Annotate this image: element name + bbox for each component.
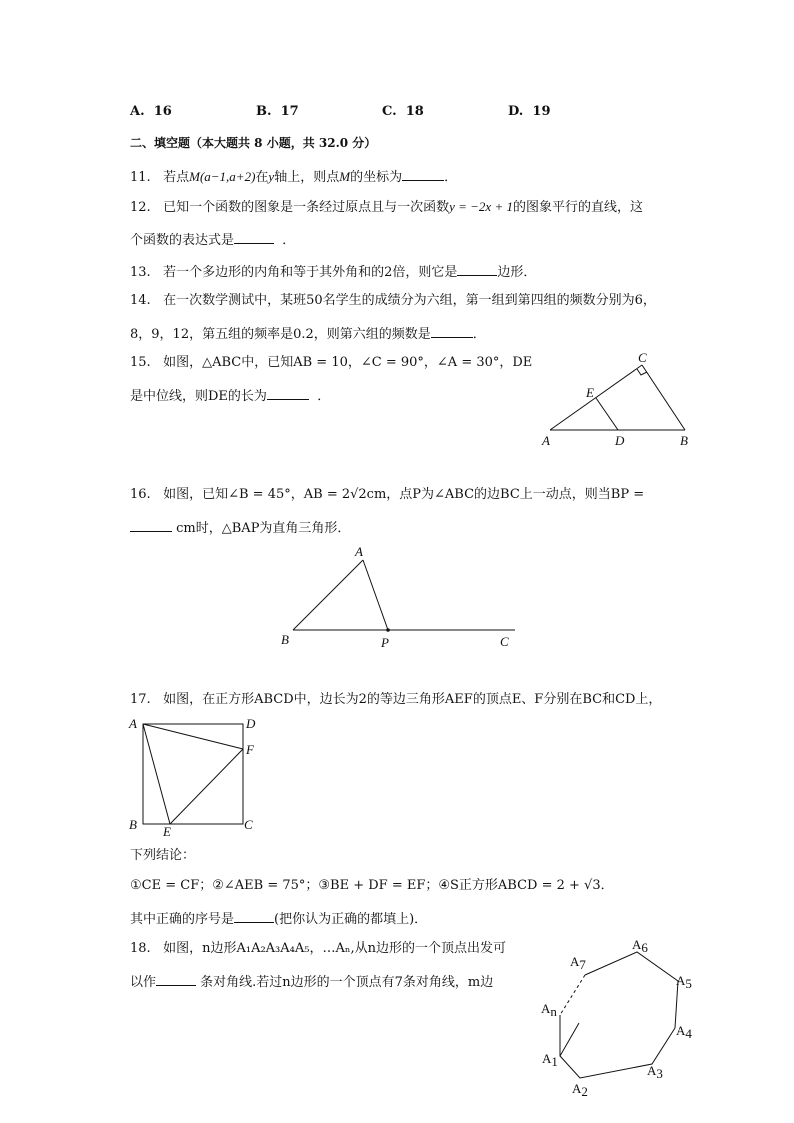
answer-blank[interactable] xyxy=(267,386,309,400)
answer-blank[interactable] xyxy=(156,972,196,986)
question-17-line1: 17. 如图，在正方形ABCD中，边长为2的等边三角形AEF的顶点E、F分别在BC和CD上， xyxy=(130,692,662,707)
figure-q15-triangle xyxy=(530,345,710,455)
label-e: E xyxy=(163,824,171,837)
label-a5: A5 xyxy=(676,973,692,991)
question-14-line1: 14. 在一次数学测试中，某班50名学生的成绩分为六组，第一组到第四组的频数分别为6， xyxy=(130,293,656,308)
question-13: 13. 若一个多边形的内角和等于其外角和的2倍，则它是 边形． xyxy=(130,262,536,281)
label-b: B xyxy=(281,632,289,647)
question-12-line2: 个函数的表达式是 ． xyxy=(130,230,295,249)
option-d: D. 19 xyxy=(508,104,551,119)
option-c: C. 18 xyxy=(382,104,424,119)
q17-conclusions-label: 下列结论： xyxy=(130,848,196,863)
label-a: A xyxy=(129,716,137,731)
label-a3: A3 xyxy=(647,1063,663,1081)
question-16-line2: cm时，△BAP为直角三角形． xyxy=(130,518,350,537)
figure-q18-polygon xyxy=(530,935,710,1100)
question-16-line1: 16. 如图，已知∠B = 45°，AB = 2√2cm，点P为∠ABC的边BC上一动点，则当BP = xyxy=(130,487,645,502)
question-11: 11. 若点M(a−1,a+2)在y轴上，则点M的坐标为 ． xyxy=(130,169,458,185)
figure-q17-square xyxy=(125,712,265,837)
question-15-line1: 15. 如图，△ABC中，已知AB = 10，∠C = 90°，∠A = 30°，DE xyxy=(130,355,533,370)
label-a1: A1 xyxy=(542,1051,558,1069)
label-a: A xyxy=(542,433,550,448)
label-b: B xyxy=(680,433,688,448)
answer-blank[interactable] xyxy=(234,909,274,923)
question-18-line1: 18. 如图，n边形A₁A₂A₃A₄A₅，…Aₙ,从n边形的一个顶点出发可 xyxy=(130,941,506,956)
label-p: P xyxy=(381,635,389,650)
answer-blank[interactable] xyxy=(402,167,444,181)
q17-conclusions: ①CE = CF；②∠AEB = 75°；③BE + DF = EF；④S正方形ABCD = 2 + √3． xyxy=(130,878,614,893)
answer-blank[interactable] xyxy=(431,324,473,338)
label-c: C xyxy=(244,817,253,832)
option-a: A. 16 xyxy=(130,104,172,119)
option-b: B. 17 xyxy=(256,104,299,119)
label-an: An xyxy=(541,1001,557,1019)
question-14-line2: 8，9，12，第五组的频率是0.2，则第六组的频数是 ． xyxy=(130,324,486,343)
label-c: C xyxy=(638,350,647,365)
answer-blank[interactable] xyxy=(234,230,274,244)
answer-blank[interactable] xyxy=(457,262,497,276)
label-a7: A7 xyxy=(570,954,586,972)
label-d: D xyxy=(615,433,625,448)
section-header: 二、填空题（本大题共 8 小题，共 32.0 分） xyxy=(130,136,377,150)
figure-q16-angle xyxy=(275,540,525,655)
label-a6: A6 xyxy=(632,937,648,955)
label-b: B xyxy=(129,817,137,832)
question-15-line2: 是中位线，则DE的长为 ． xyxy=(130,386,330,405)
label-a4: A4 xyxy=(676,1023,692,1041)
label-a: A xyxy=(355,544,363,559)
q17-answer-line: 其中正确的序号是 (把你认为正确的都填上)． xyxy=(130,909,427,928)
label-e: E xyxy=(586,385,594,400)
label-d: D xyxy=(246,716,256,731)
question-18-line2: 以作 条对角线.若过n边形的一个顶点有7条对角线，m边 xyxy=(130,972,493,991)
label-f: F xyxy=(246,742,254,757)
label-a2: A2 xyxy=(572,1081,588,1099)
answer-blank[interactable] xyxy=(130,518,172,532)
question-12-line1: 12. 已知一个函数的图象是一条经过原点且与一次函数y = −2x + 1的图象平行的直线，这 xyxy=(130,199,643,215)
label-c: C xyxy=(500,634,509,649)
